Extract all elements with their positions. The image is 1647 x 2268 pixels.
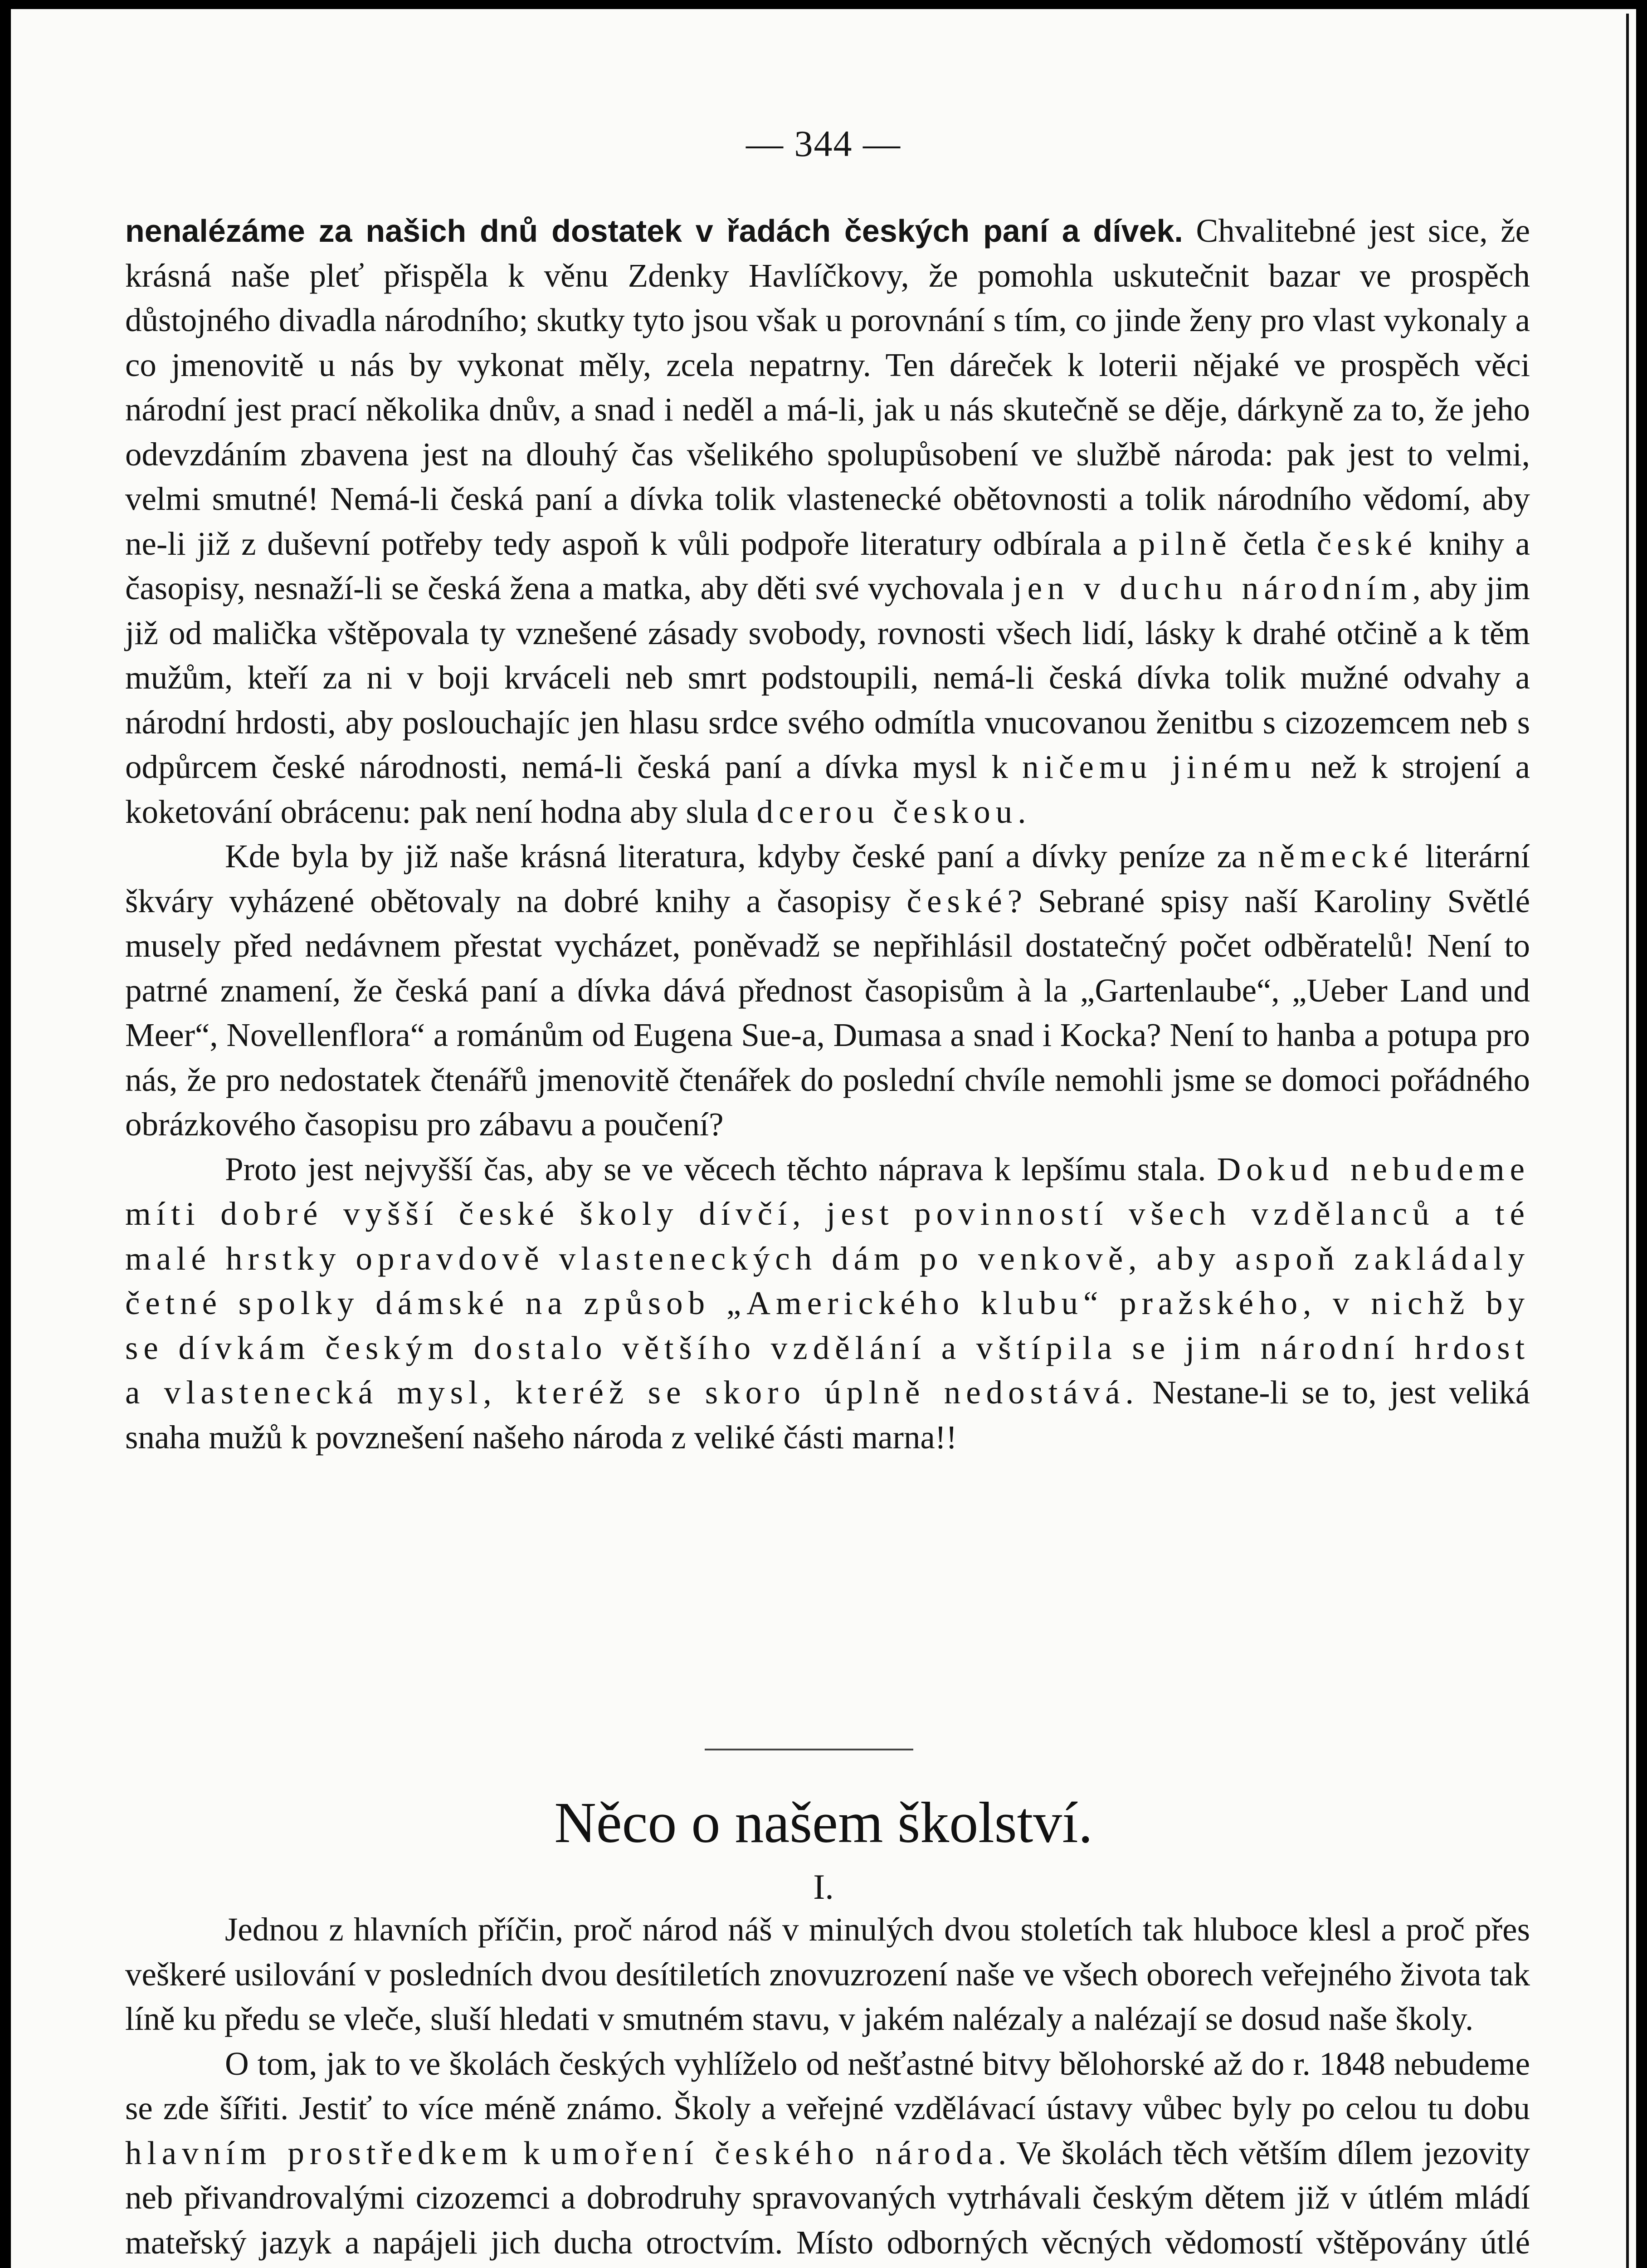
spaced-emphasis: německé (1257, 838, 1414, 875)
article-title: Něco o našem školství. (554, 1790, 1093, 1855)
page-number: — 344 — (746, 123, 901, 164)
page-edge-rule (1626, 14, 1629, 2268)
spaced-emphasis: české (906, 882, 1008, 919)
paragraph-4: Jednou z hlavních příčin, proč národ náš v minulých dvou stoletích tak hluboce klesl a proč přes veškeré usilování v posledních dvou desítiletích znovuzrození naše ve všech oborech veřejného života tak líně ku předu se vleče, sluší hledati v smutném stavu, v jakém nalézaly a nalézají se dosud naše školy. (125, 1911, 1530, 2037)
paragraph-2: Kde byla by již naše krásná literatura, kdyby české paní a dívky peníze za německé literární škváry vyházené obětovaly na dobré knihy a časopisy české? Sebrané spisy naší Karoliny Světlé musely před nedávnem přestat vycházet, poněvadž se nepřihlásil dostatečný počet odběratelů! Není to patrné znamení, že česká paní a dívka dává přednost časopisům à la „Gartenlaube“, „Ueber Land und Meer“, Novellenflora“ a románům od Eugena Sue-a, Dumasa a snad i Kocka? Není to hanba a potupa pro nás, že pro nedostatek čtenářů jmenovitě čtenářek do poslední chvíle nemohli jsme se domoci pořádného obrázkového časopisu pro zábavu a poučení? (125, 838, 1530, 1143)
section-divider (705, 1749, 913, 1750)
spaced-emphasis: pilně (1138, 525, 1232, 562)
spaced-emphasis: dcerou českou. (756, 793, 1032, 830)
spaced-emphasis: české (1316, 525, 1418, 562)
article-body (125, 1907, 1530, 2268)
document-page (11, 9, 1636, 2268)
bold-lead-text: nenalézáme za našich dnů dostatek v řadách českých paní a dívek. (125, 213, 1183, 249)
article-continuation (125, 209, 1530, 1460)
spaced-emphasis: umoření českého národa (550, 2134, 998, 2171)
paragraph-1: nenalézáme za našich dnů dostatek v řadách českých paní a dívek. Chvalitebné jest sice, že krásná naše pleť přispěla k věnu Zdenky Havlíčkovy, že pomohla uskutečnit bazar ve prospěch důstojného divadla národního; skutky tyto jsou však u porovnání s tím, co jinde ženy pro vlast vykonaly a co jmenovitě u nás by vykonat měly, zcela nepatrny. Ten dáreček k loterii nějaké ve prospěch věci národní jest prací několika dnův, a snad i neděl a má-li, jak u nás skutečně se děje, dárkyně za to, že jeho odevzdáním zbavena jest na dlouhý čas všelikého spolupůsobení ve službě národa: pak jest to velmi, velmi smutné! Nemá-li česká paní a dívka tolik vlastenecké obětovnosti a tolik národního vědomí, aby ne-li již z duševní potřeby tedy aspoň k vůli podpoře literatury odbírala a pilně četla české knihy a časopisy, nesnaží-li se česká žena a matka, aby děti své vychovala jen v duchu národním, aby jim již od malička vštěpovala ty vznešené zásady svobody, rovnosti všech lidí, lásky k drahé otčině a k těm mužům, kteří za ni v boji krváceli neb smrt podstoupili, nemá-li česká dívka tolik mužné odvahy a národní hrdosti, aby poslouchajíc jen hlasu srdce svého odmítla vnucovanou ženitbu s cizozemcem neb s odpůrcem české národnosti, nemá-li česká paní a dívka mysl k ničemu jinému než k strojení a koketování obrácenu: pak není hodna aby slula dcerou českou. (125, 212, 1530, 830)
spaced-emphasis: hlavním prostředkem (125, 2134, 513, 2171)
section-number: I. (813, 1867, 834, 1906)
paragraph-5: O tom, jak to ve školách českých vyhlíželo od nešťastné bitvy bělohorské až do r. 1848 nebudeme se zde šířiti. Jestiť to více méně známo. Školy a veřejné vzdělávací ústavy vůbec byly po celou tu dobu hlavním prostředkem k umoření českého národa. Ve školách těch větším dílem jezovity neb přivandrovalými cizozemci a dobrodruhy spravovaných vytrhávali českým dětem již v útlém mládí mateřský jazyk a napájeli jich ducha otroctvím. Místo odborných věcných vědomostí vštěpovány útlé (125, 2045, 1530, 2261)
paragraph-3: Proto jest nejvyšší čas, aby se ve věcech těchto náprava k lepšímu stala. Dokud nebudeme míti dobré vyšší české školy dívčí, jest povinností všech vzdělanců a té malé hrstky opravdově vlasteneckých dám po venkově, aby aspoň zakládaly četné spolky dámské na způsob „Amerického klubu“ pražského, v nichž by se dívkám českým dostalo většího vzdělání a vštípila se jim národní hrdost a vlastenecká mysl, kteréž se skoro úplně nedostává. Nestane-li se to, jest veliká snaha mužů k povznešení našeho národa z veliké části marna!! (125, 1150, 1530, 1456)
spaced-emphasis: ničemu jinému (1022, 748, 1297, 785)
spaced-emphasis: jen v duchu národním (1013, 570, 1413, 606)
spaced-emphasis: Dokud nebudeme míti dobré vyšší české školy dívčí, jest povinností všech vzdělanců a té malé hrstky opravdově vlasteneckých dám po venkově, aby aspoň zakládaly četné spolky dámské na způsob „Amerického klubu“ pražského, v nichž by se dívkám českým dostalo většího vzdělání a vštípila se jim národní hrdost a vlastenecká mysl, kteréž se skoro úplně nedostává. (125, 1150, 1530, 1411)
